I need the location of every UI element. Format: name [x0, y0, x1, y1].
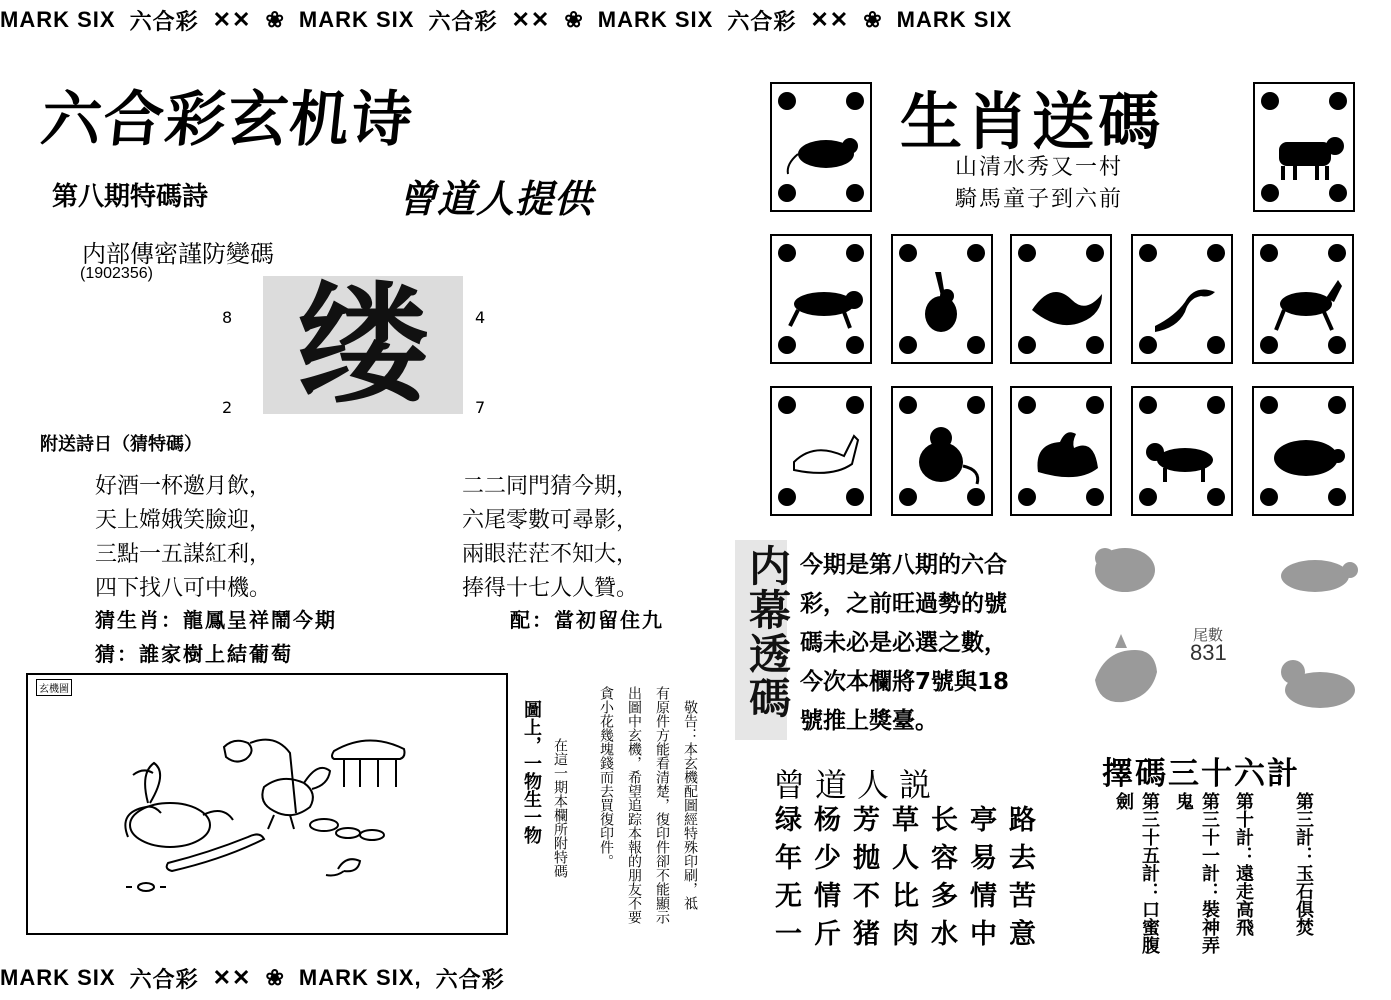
strategy-label: 第三計：	[1293, 792, 1314, 864]
horse-icon	[1266, 270, 1346, 334]
poem-line: 三點一五謀紅利，	[95, 542, 272, 567]
bottom-banner	[0, 958, 700, 998]
provider-label: 曾道人提供	[398, 177, 594, 221]
card-dot	[1139, 336, 1157, 354]
main-title: 六合彩玄机诗	[37, 85, 418, 155]
tail-number-panel	[1075, 530, 1365, 735]
saying-line: 年少抛人容易去	[775, 843, 1048, 874]
inside-text-line: 今次本欄將7號與18	[800, 669, 1010, 695]
card-dot	[1207, 244, 1225, 262]
card-dot	[778, 184, 796, 202]
saying-line: 一斤猪肉水中意	[775, 919, 1048, 950]
tail-label: 尾數	[1193, 626, 1224, 644]
band-item: ✕✕	[511, 7, 551, 32]
right-poem-line: 山清水秀又一村	[955, 155, 1124, 180]
strategy-label: 第十計：	[1233, 792, 1254, 864]
poem-line: 兩眼茫茫不知大，	[462, 542, 639, 567]
card-dot	[1260, 336, 1278, 354]
monkey-icon	[905, 422, 985, 486]
band-item: ❀	[265, 965, 285, 990]
poem-line: 好酒一杯邀月飲，	[95, 474, 272, 499]
card-dot	[1086, 336, 1104, 354]
strategy-item	[1170, 792, 1222, 962]
band-item: MARK SIX	[0, 965, 116, 990]
zodiac-card	[1252, 234, 1354, 364]
inside-text-line: 碼未必是必選之數，	[800, 630, 1007, 656]
big-character: 缕	[297, 269, 428, 421]
card-dot	[1328, 244, 1346, 262]
saying-lines	[775, 802, 1048, 954]
strategy-title: 擇碼三十六計	[1102, 756, 1300, 792]
card-dot	[1139, 244, 1157, 262]
card-dot	[846, 336, 864, 354]
notice-column: 有原件方能看清楚，復印件卻不能顯示	[654, 686, 670, 924]
saying-line: 无情不比多情苦	[775, 881, 1048, 912]
card-dot	[778, 92, 796, 110]
card-dot	[778, 488, 796, 506]
right-poem-line: 騎馬童子到六前	[955, 187, 1124, 212]
card-dot	[899, 244, 917, 262]
band-item: MARK SIX	[0, 7, 116, 32]
card-dot	[1328, 488, 1346, 506]
dog-icon	[1145, 422, 1225, 486]
card-dot	[899, 488, 917, 506]
band-item: MARK SIX	[298, 7, 415, 32]
inside-text	[800, 546, 1009, 741]
tail-value: 831	[1190, 640, 1227, 665]
zodiac-card	[1010, 234, 1112, 364]
inside-label-box	[735, 540, 792, 740]
card-dot	[1018, 396, 1036, 414]
guess-zodiac: 猜生肖：龍鳳呈祥鬧今期	[95, 608, 337, 632]
strategy-text: 玉石俱焚	[1293, 864, 1314, 936]
guess-riddle: 猜：誰家樹上結葡萄	[95, 642, 293, 666]
zodiac-card	[770, 234, 872, 364]
notice-column: 貪小花幾塊錢而去買復印件。	[598, 686, 614, 868]
card-dot	[846, 244, 864, 262]
card-dot	[1086, 244, 1104, 262]
corner-number-bl: 2	[222, 398, 233, 417]
strategy-text: 裝神弄鬼	[1173, 792, 1220, 954]
strategy-label: 第三十五計：	[1139, 792, 1160, 900]
card-dot	[1139, 396, 1157, 414]
card-dot	[1261, 92, 1279, 110]
rabbit-icon	[905, 270, 985, 334]
strategy-label: 第三十一計：	[1199, 792, 1220, 900]
pair-hint: 配：當初留住九	[510, 608, 664, 632]
ox-icon	[1267, 118, 1347, 182]
band-item: ❀	[265, 7, 285, 32]
saying-line: 绿杨芳草长亭路	[775, 805, 1048, 836]
picture-box	[26, 673, 508, 935]
zodiac-card	[770, 386, 872, 516]
card-dot	[899, 336, 917, 354]
inside-text-line: 號推上獎臺。	[800, 708, 938, 734]
band-item: ❀	[863, 7, 883, 32]
corner-number-tr: 4	[475, 308, 486, 327]
zodiac-card	[1252, 386, 1354, 516]
zodiac-card	[1010, 386, 1112, 516]
cartoon-illustration	[28, 675, 506, 933]
strategy-item	[1230, 792, 1256, 962]
poem-line: 天上嫦娥笑臉迎，	[95, 508, 272, 533]
card-dot	[778, 244, 796, 262]
dragon-icon	[1024, 270, 1104, 334]
band-item: ✕✕	[810, 7, 850, 32]
card-dot	[1328, 336, 1346, 354]
band-item: MARK SIX	[597, 7, 714, 32]
card-dot	[1018, 488, 1036, 506]
card-dot	[967, 336, 985, 354]
band-item: 六合彩	[129, 966, 199, 992]
card-dot	[846, 92, 864, 110]
band-item: ❀	[564, 7, 584, 32]
secret-note: 内部傳密謹防變碼	[82, 240, 274, 268]
card-dot	[1018, 244, 1036, 262]
card-dot	[1139, 488, 1157, 506]
card-dot	[1207, 396, 1225, 414]
band-item: MARK SIX,	[298, 965, 422, 990]
notice-column: 敬告：本玄機配圖經特殊印刷，祗	[682, 700, 698, 910]
card-dot	[1207, 336, 1225, 354]
notice-column: 在這一期本欄所附特碼	[552, 738, 568, 878]
poem-right	[462, 470, 638, 606]
strategy-text: 口蜜腹劍	[1113, 792, 1160, 954]
band-item: 六合彩	[129, 8, 199, 34]
card-dot	[1329, 92, 1347, 110]
band-item: 六合彩	[435, 966, 505, 992]
poem-line: 捧得十七人人贊。	[462, 576, 639, 601]
band-item: ✕✕	[212, 965, 252, 990]
card-dot	[1086, 396, 1104, 414]
card-dot	[1328, 396, 1346, 414]
inside-text-line: 今期是第八期的六合	[800, 552, 1007, 578]
notice-column: 出圖中玄機，希望追踪本報的朋友不要	[626, 686, 642, 924]
strategy-item	[1290, 792, 1316, 962]
issue-label: 第八期特碼詩	[52, 182, 209, 212]
appendix-label: 附送詩日（猜特碼）	[40, 434, 202, 455]
band-item: 六合彩	[428, 8, 498, 34]
corner-number-tl: 8	[222, 308, 233, 327]
zodiac-card	[1131, 234, 1233, 364]
poem-line: 六尾零數可尋影，	[462, 508, 639, 533]
saying-title: 曾道人説	[773, 766, 942, 804]
band-item: 六合彩	[727, 8, 797, 34]
picture-box-label: 玄機圖	[36, 679, 72, 696]
tiger-icon	[784, 270, 864, 334]
pig-icon	[1266, 422, 1346, 486]
card-dot	[778, 396, 796, 414]
card-dot	[846, 396, 864, 414]
zodiac-card	[1131, 386, 1233, 516]
band-item: ✕✕	[212, 7, 252, 32]
zodiac-card	[891, 234, 993, 364]
inside-text-line: 彩，之前旺過勢的號	[800, 591, 1007, 617]
poem-line: 四下找八可中機。	[95, 576, 272, 601]
zodiac-card	[891, 386, 993, 516]
card-dot	[1261, 184, 1279, 202]
card-dot	[1260, 396, 1278, 414]
card-dot	[846, 488, 864, 506]
rat-icon	[784, 118, 864, 182]
card-dot	[1260, 244, 1278, 262]
card-dot	[846, 184, 864, 202]
poem-left	[95, 470, 271, 606]
card-dot	[899, 396, 917, 414]
rooster-icon	[1024, 422, 1104, 486]
zodiac-card	[1253, 82, 1355, 212]
inside-label: 内幕透碼	[743, 544, 792, 720]
card-dot	[967, 488, 985, 506]
picture-caption: 圖上，一物生一物	[521, 700, 542, 844]
card-dot	[967, 396, 985, 414]
card-dot	[778, 336, 796, 354]
right-title: 生肖送碼	[900, 85, 1165, 158]
card-dot	[1207, 488, 1225, 506]
zodiac-card	[770, 82, 872, 212]
card-dot	[1329, 184, 1347, 202]
big-char-box	[263, 269, 463, 421]
goat-icon	[784, 422, 864, 486]
snake-icon	[1145, 270, 1225, 334]
strategy-text: 遠走高飛	[1233, 864, 1254, 936]
card-dot	[1086, 488, 1104, 506]
card-dot	[1260, 488, 1278, 506]
code-number: (1902356)	[80, 265, 153, 282]
corner-number-br: 7	[475, 398, 486, 417]
poem-line: 二二同門猜今期，	[462, 474, 639, 499]
card-dot	[967, 244, 985, 262]
strategy-item	[1110, 792, 1162, 962]
band-item: MARK SIX	[896, 7, 1013, 32]
top-banner	[0, 0, 1391, 40]
card-dot	[1018, 336, 1036, 354]
